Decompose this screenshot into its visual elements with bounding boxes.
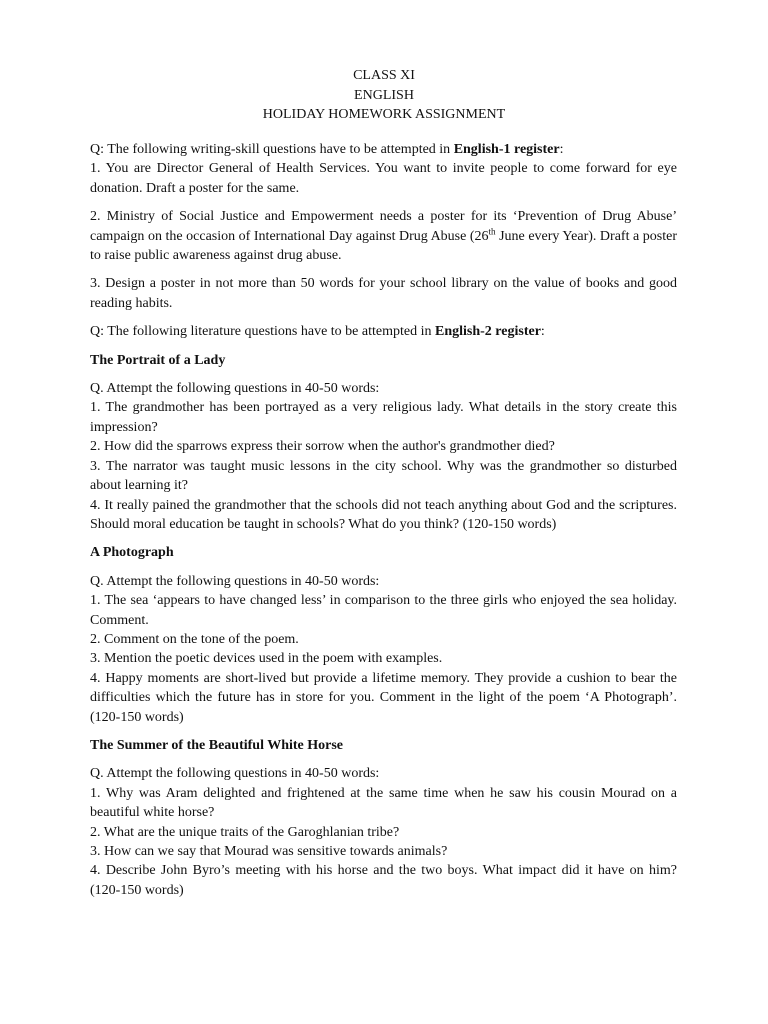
literature-intro-text: Q: The following literature questions have to be attempted in xyxy=(90,324,435,340)
writing-intro-text: Q: The following writing-skill questions have to be attempted in xyxy=(90,142,454,157)
superscript-th: th xyxy=(488,225,496,236)
english-1-register-label: English-1 register xyxy=(453,142,560,157)
english-2-register-label: English-2 register xyxy=(435,324,541,340)
section-questions xyxy=(90,764,677,900)
question-item: 2. What are the unique traits of the Garoghlanian tribe? xyxy=(90,824,400,840)
question-item: 1. Why was Aram delighted and frightened at the same time when he saw his cousin Mourad on a beautiful white horse? xyxy=(90,785,677,821)
question-item: 3. The narrator was taught music lessons in the city school. Why was the grandmother so disturbed about learning it? xyxy=(90,458,677,494)
writing-question-2-text-end: June every Year). Draft a poster to raise public awareness against drug abuse. xyxy=(90,228,677,264)
writing-question-3: 3. Design a poster in not more than 50 words for your school library on the value of books and good reading habits. xyxy=(90,276,677,311)
section-title: The Portrait of a Lady xyxy=(90,352,226,368)
section-instruction: Q. Attempt the following questions in 40-50 words: xyxy=(90,381,380,397)
section-title: A Photograph xyxy=(90,545,174,561)
question-item: 1. The grandmother has been portrayed as a very religious lady. What details in the story create this impression? xyxy=(90,400,677,435)
class-heading: CLASS XI xyxy=(353,68,415,83)
question-item: 3. How can we say that Mourad was sensitive towards animals? xyxy=(90,844,448,859)
document-header xyxy=(0,66,768,125)
assignment-title: HOLIDAY HOMEWORK ASSIGNMENT xyxy=(262,107,506,122)
section-questions xyxy=(90,379,677,534)
question-item: 2. How did the sparrows express their sorrow when the author's grandmother died? xyxy=(90,439,555,455)
section-instruction: Q. Attempt the following questions in 40-50 words: xyxy=(90,573,380,589)
writing-section xyxy=(90,140,677,198)
question-item: 1. The sea ‘appears to have changed less’ in comparison to the three girls who enjoyed the sea holiday. Comment. xyxy=(90,593,677,628)
question-item: 4. Happy moments are short-lived but provide a lifetime memory. They provide a cushion to bear the difficulties which the future has in store for you. Comment in the light of the poem ‘A Photograph’. (120-150 words) xyxy=(90,670,677,725)
subject-heading: ENGLISH xyxy=(354,87,414,103)
section-instruction: Q. Attempt the following questions in 40-50 words: xyxy=(90,766,380,782)
writing-intro-colon: : xyxy=(559,142,564,157)
question-item: 4. It really pained the grandmother that the schools did not teach anything about God and the scriptures. Should moral education be taught in schools? What do you think? (120-150 words) xyxy=(90,497,677,532)
document-body xyxy=(90,140,677,909)
question-item: 4. Describe John Byro’s meeting with his horse and the two boys. What impact did it have on him? (120-150 words) xyxy=(90,863,677,898)
question-item: 3. Mention the poetic devices used in the poem with examples. xyxy=(90,651,443,667)
literature-intro-colon: : xyxy=(540,324,545,340)
section-questions xyxy=(90,572,677,727)
writing-question-2 xyxy=(90,207,677,265)
writing-question-1: 1. You are Director General of Health Services. You want to invite people to come forward for eye donation. Draft a poster for the same. xyxy=(90,161,677,196)
writing-question-2-text: 2. Ministry of Social Justice and Empowerment needs a poster for its ‘Prevention of Drug Abuse’ campaign on the occasion of International Day against Drug Abuse (26 xyxy=(90,209,677,244)
literature-intro xyxy=(90,322,677,341)
writing-intro xyxy=(90,140,677,159)
question-item: 2. Comment on the tone of the poem. xyxy=(90,631,299,647)
section-title: The Summer of the Beautiful White Horse xyxy=(90,737,344,753)
